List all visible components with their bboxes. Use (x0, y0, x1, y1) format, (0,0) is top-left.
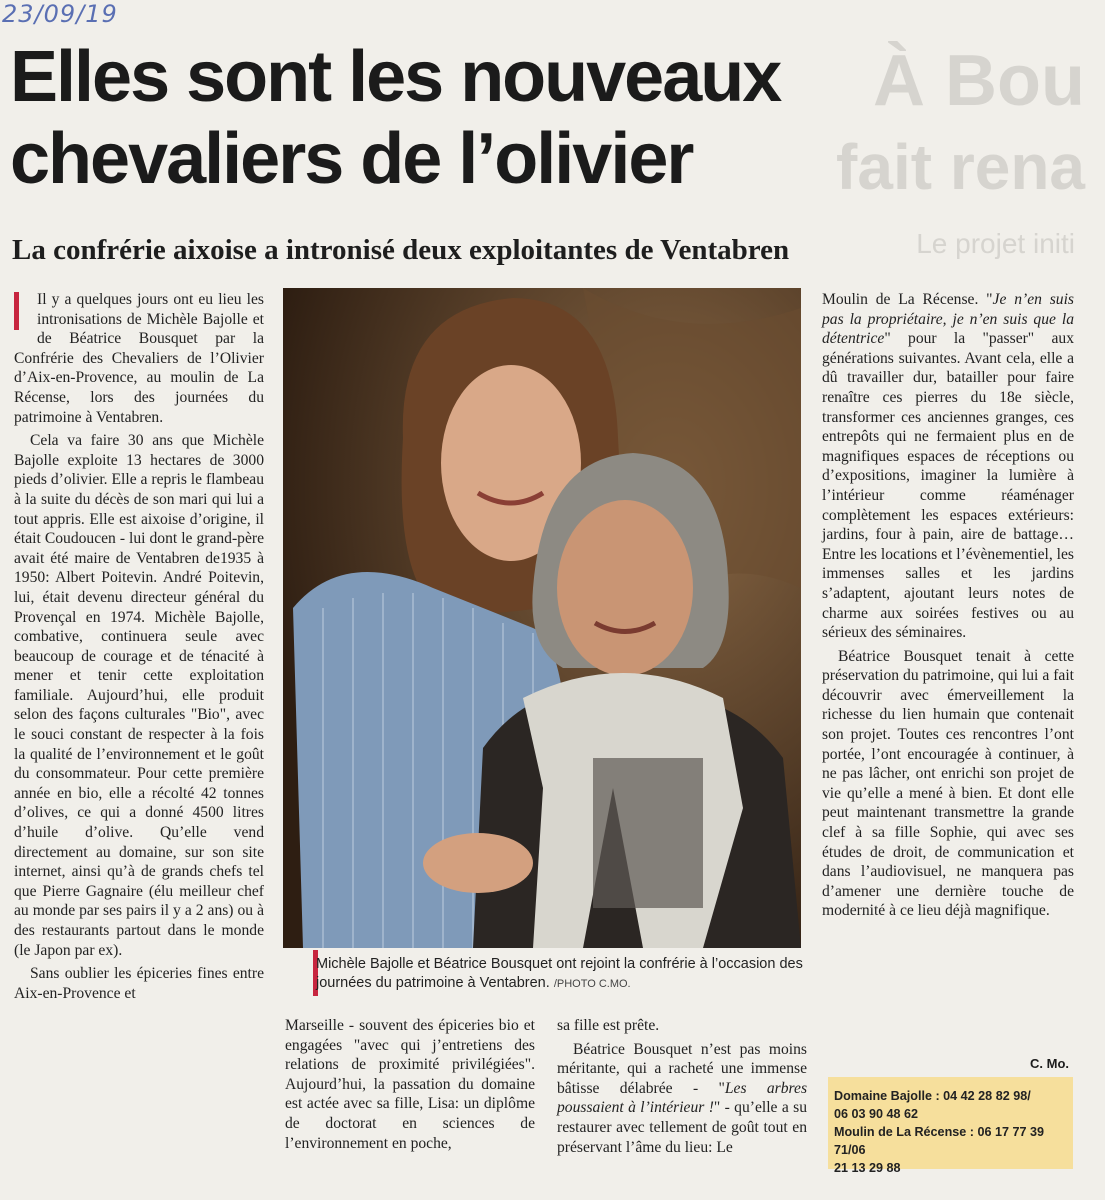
photo-credit: /PHOTO C.MO. (553, 978, 631, 990)
article-column-1 (14, 290, 264, 1007)
article-photo (283, 288, 801, 948)
article-paragraph: Moulin de La Récense. "Je n’en suis pas la propriétaire, je n’en suis que la détentrice" pour la "passer" aux générations suivantes. Avant cela, elle a dû travailler dur, batailler pour faire renaître ces pierres du 18e siècle, transformer ces anciennes granges, ces entrepôts qui ne fermaient plus en de magnifiques espaces de réceptions ou d’expositions, imaginer la lumière à l’intérieur comme réaménager complètement les espaces extérieurs: jardins, four à pain, aire de battage… Entre les locations et l’évènementiel, les immenses salles et les jardins s’adaptent, ajoutant leurs notes de charme aux soirées festives ou au sérieux des séminaires. (822, 291, 1075, 642)
contact-box (828, 1077, 1073, 1175)
article-headline: Elles sont les nouveaux chevaliers de l’olivier (10, 37, 781, 199)
adjacent-article-title-2: fait rena (836, 131, 1085, 203)
article-paragraph: Sans oublier les épiceries fines entre Aix-en-Provence et (14, 965, 264, 1002)
adjacent-article-lead: Le projet initi (916, 228, 1075, 259)
article-paragraph: Marseille - souvent des épiceries bio et engagées "avec qui j’entretiens des relations de proximité privilégiées". Aujourd’hui, la passation du domaine est actée avec sa fille, Lisa: un diplôme de doctorat en sciences de l’environnement en poche, (285, 1017, 535, 1152)
drop-bar-accent (14, 292, 19, 330)
article-column-2 (285, 1016, 535, 1157)
article-paragraph: Cela va faire 30 ans que Michèle Bajolle exploite 13 hectares de 3000 pieds d’olivier. Elle a repris le flambeau à la suite du décès de son mari qui lui a tout appris. Elle est aixoise d’origine, il était Coudoucen - lui dont le grand-père avait été maire de Ventabren de1935 à 1950: Albert Poitevin. André Poitevin, lui, était devenu directeur général du Provençal en 1974. Michèle Bajolle, combative, continuera seule avec beaucoup de courage et de ténacité à mener et tenir cette exploitation familiale. Aujourd’hui, elle produit selon des façons culturales "Bio", avec le souci constant de respecter à la fois la qualité de l’environnement et le goût du consommateur. Pour cette première année en bio, elle a récolté 42 tonnes d’olives, ce qui a donné 4500 litres d’huile d’olive. Qu’elle vend directement au domaine, sur son site internet, ainsi qu’à de grands chefs tel que Pierre Gagnaire (élu meilleur chef au monde par ses pairs il y a 2 ans) ou à des restaurants partout dans le monde (le Japon par ex). (14, 432, 264, 959)
article-paragraph: Béatrice Bousquet n’est pas moins méritante, qui a racheté une immense bâtisse délabrée - "Les arbres poussaient à l’intérieur !" - qu’elle a su restaurer avec tellement de goût tout en préservant l’âme du lieu: Le (557, 1040, 808, 1156)
article-subtitle: La confrérie aixoise a intronisé deux exploitantes de Ventabren (12, 234, 790, 266)
handwritten-date: 23/09/19 (2, 0, 118, 28)
photo-caption: Michèle Bajolle et Béatrice Bousquet ont rejoint la confrérie à l’occasion des journées du patrimoine à Ventabren. /PHOTO C.MO. (316, 956, 803, 991)
photo-illustration (283, 288, 801, 948)
article-column-3 (557, 1016, 807, 1161)
article-paragraph: sa fille est prête. (557, 1017, 660, 1034)
adjacent-article-title-1: À Bou (873, 41, 1085, 121)
contact-line: 21 13 29 88 (834, 1161, 901, 1175)
author-signature: C. Mo. (1030, 1056, 1069, 1071)
article-paragraph: Béatrice Bousquet tenait à cette préservation du patrimoine, qui lui a fait découvrir avec émerveillement la richesse du lien humain que contenait son projet. Toutes ces rencontres l’ont portée, l’ont encouragée à continuer, à ne pas lâcher, ont enrichi son projet de vie qu’elle a mené à bien. Et dont elle peut maintenant transmettre la grande clef à sa fille Sophie, qui avec ses études de droit, de communication et dans l’audiovisuel, ne manquera pas d’amener une dernière touche de modernité à ce lieu déjà magnifique. (822, 647, 1074, 920)
article-paragraph: Il y a quelques jours ont eu lieu les intronisations de Michèle Bajolle et de Béatrice Bousquet par la Confrérie des Chevaliers de l’Olivier d’Aix-en-Provence, au moulin de La Récense, lors des journées du patrimoine à Ventabren. (14, 291, 264, 426)
article-column-4 (822, 290, 1074, 925)
contact-line: Moulin de La Récense : 06 17 77 39 71/06 (834, 1125, 1044, 1157)
contact-line: Domaine Bajolle : 04 42 28 82 98/ (834, 1089, 1031, 1103)
contact-line: 06 03 90 48 62 (834, 1107, 919, 1121)
